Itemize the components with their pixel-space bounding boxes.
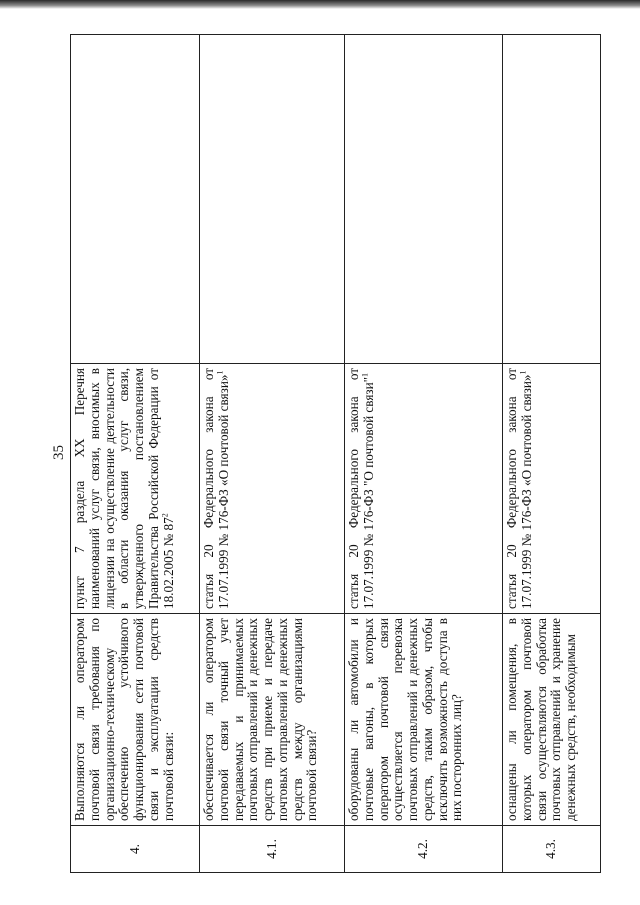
answer-cell xyxy=(503,35,601,364)
scan-edge xyxy=(0,0,640,9)
rotated-table-wrapper xyxy=(70,35,600,873)
row-number: 4.2. xyxy=(345,826,503,873)
table-row xyxy=(71,35,200,873)
answer-cell xyxy=(200,35,345,364)
basis-text: статья 20 Федерального закона от 17.07.1999 № 176-ФЗ «О почтовой связи» xyxy=(504,368,534,609)
footnote-mark: 2 xyxy=(160,513,170,518)
page-number: 35 xyxy=(51,445,67,460)
table-row xyxy=(345,35,503,873)
question-cell: Выполняются ли оператором почтовой связи требования по организационно-техническому обеспечению устойчивого функционирования сети почтовой связи и эксплуатации средств почтовой связи: xyxy=(71,614,200,826)
basis-text: статья 20 Федерального закона от 17.07.1999 № 176-ФЗ «О почтовой связи» xyxy=(201,368,231,609)
basis-cell xyxy=(345,364,503,614)
answer-cell xyxy=(345,35,503,364)
table-row xyxy=(503,35,601,873)
footnote-mark: 1 xyxy=(518,370,528,375)
question-cell: оборудованы ли автомобили и почтовые вагоны, в которых оператором почтовой связи осуществляется перевозка почтовых отправлений и денежных средств, таким образом, чтобы исключить возможность доступа в них посторонних лиц? xyxy=(345,614,503,826)
basis-text: статья 20 Федерального закона от 17.07.1999 № 176-ФЗ "О почтовой связи" xyxy=(346,368,376,609)
row-number: 4.3. xyxy=(503,826,601,873)
row-number: 4. xyxy=(71,826,200,873)
footnote-mark: 1 xyxy=(360,372,370,377)
question-cell: оснащены ли помещения, в которых оператором почтовой связи осуществляются обработка почтовых отправлений и хранение денежных средств, необходимым xyxy=(503,614,601,826)
basis-cell xyxy=(200,364,345,614)
question-cell: обеспечивается ли оператором почтовой связи точный учет передаваемых и принимаемых почтовых отправлений и денежных средств при приеме и передаче почтовых отправлений и денежных средств между организациями почтовой связи? xyxy=(200,614,345,826)
answer-cell xyxy=(71,35,200,364)
basis-cell xyxy=(503,364,601,614)
footnote-mark: 1 xyxy=(215,370,225,375)
checklist-table xyxy=(70,34,601,873)
table-row xyxy=(200,35,345,873)
basis-text: пункт 7 раздела XX Перечня наименований услуг связи, вносимых в лицензии на осуществление деятельности в области оказания услуг связи, утвержденного постановлением Правительства Российской Федерации от 18.02.2005 № 87 xyxy=(72,368,176,609)
row-number: 4.1. xyxy=(200,826,345,873)
basis-cell xyxy=(71,364,200,614)
